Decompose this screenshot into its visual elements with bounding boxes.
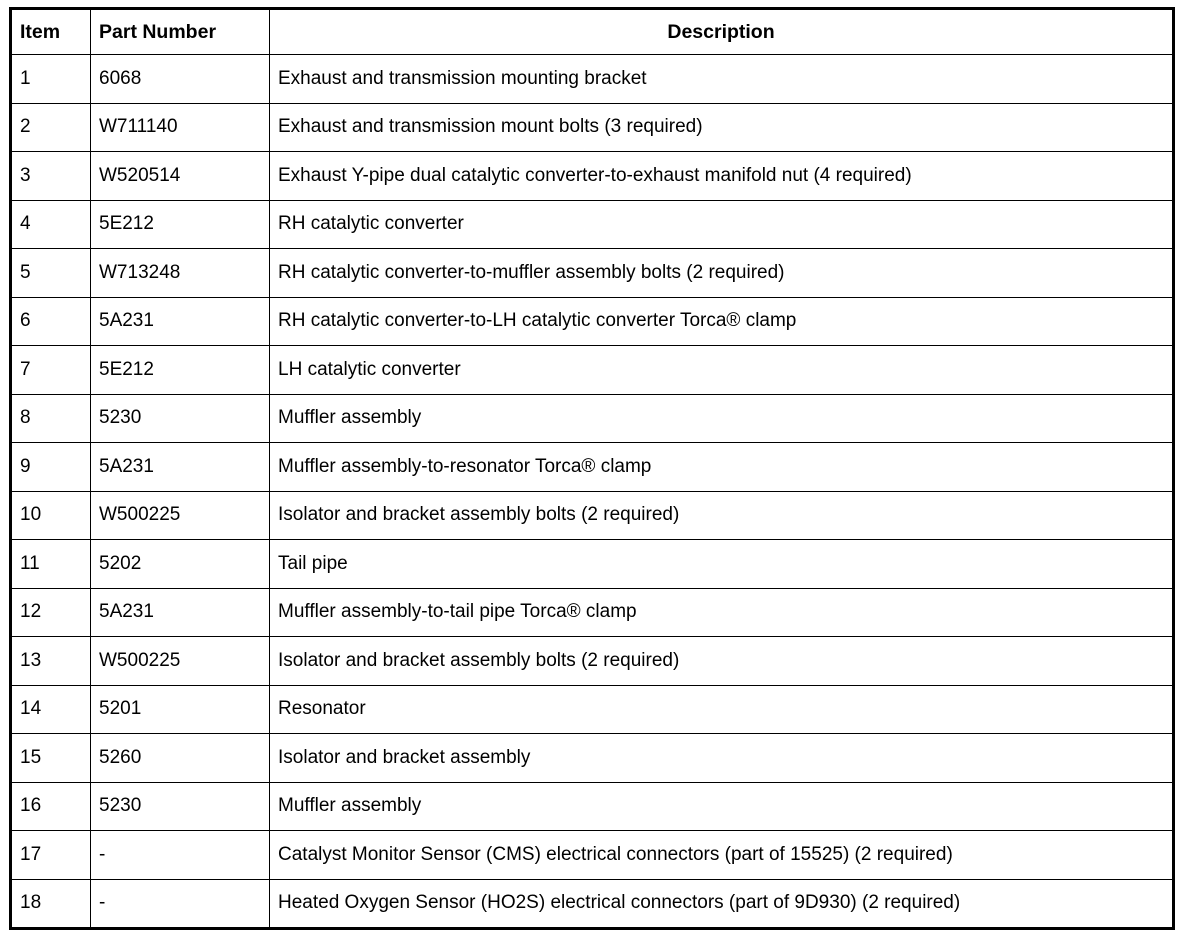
cell-part-number: W711140 [91,103,270,152]
cell-part-number: 5A231 [91,443,270,492]
table-row [11,831,1174,880]
table-row [11,588,1174,637]
cell-item: 15 [11,734,91,783]
cell-item: 13 [11,637,91,686]
cell-part-number: 6068 [91,55,270,104]
table-row [11,103,1174,152]
cell-item: 16 [11,782,91,831]
cell-description: RH catalytic converter-to-muffler assembly bolts (2 required) [270,249,1174,298]
table-row [11,200,1174,249]
cell-description: Exhaust and transmission mounting bracket [270,55,1174,104]
cell-description: Resonator [270,685,1174,734]
cell-part-number: 5260 [91,734,270,783]
cell-item: 3 [11,152,91,201]
cell-description: Exhaust and transmission mount bolts (3 required) [270,103,1174,152]
column-header-description: Description [270,9,1174,55]
cell-item: 18 [11,879,91,929]
table-header-row [11,9,1174,55]
table-row [11,297,1174,346]
cell-description: Muffler assembly-to-resonator Torca® clamp [270,443,1174,492]
cell-item: 7 [11,346,91,395]
table-row [11,685,1174,734]
table-body [11,55,1174,929]
cell-part-number: - [91,879,270,929]
cell-description: Exhaust Y-pipe dual catalytic converter-to-exhaust manifold nut (4 required) [270,152,1174,201]
cell-part-number: 5A231 [91,297,270,346]
cell-item: 11 [11,540,91,589]
cell-item: 9 [11,443,91,492]
cell-item: 2 [11,103,91,152]
parts-table [9,7,1175,930]
cell-item: 12 [11,588,91,637]
cell-item: 14 [11,685,91,734]
cell-description: LH catalytic converter [270,346,1174,395]
cell-description: Isolator and bracket assembly bolts (2 required) [270,491,1174,540]
table-header [11,9,1174,55]
cell-item: 8 [11,394,91,443]
cell-part-number: 5201 [91,685,270,734]
cell-part-number: 5230 [91,394,270,443]
table-row [11,879,1174,929]
table-row [11,249,1174,298]
cell-item: 5 [11,249,91,298]
cell-description: Isolator and bracket assembly bolts (2 required) [270,637,1174,686]
table-row [11,637,1174,686]
cell-part-number: 5E212 [91,200,270,249]
cell-part-number: W713248 [91,249,270,298]
cell-part-number: W520514 [91,152,270,201]
cell-part-number: - [91,831,270,880]
table-row [11,55,1174,104]
cell-description: RH catalytic converter-to-LH catalytic converter Torca® clamp [270,297,1174,346]
table-row [11,443,1174,492]
table-row [11,734,1174,783]
cell-description: RH catalytic converter [270,200,1174,249]
cell-part-number: 5202 [91,540,270,589]
cell-item: 10 [11,491,91,540]
cell-description: Catalyst Monitor Sensor (CMS) electrical connectors (part of 15525) (2 required) [270,831,1174,880]
cell-description: Heated Oxygen Sensor (HO2S) electrical connectors (part of 9D930) (2 required) [270,879,1174,929]
cell-part-number: 5230 [91,782,270,831]
cell-description: Muffler assembly-to-tail pipe Torca® clamp [270,588,1174,637]
cell-item: 1 [11,55,91,104]
cell-item: 17 [11,831,91,880]
column-header-part-number: Part Number [91,9,270,55]
cell-part-number: W500225 [91,491,270,540]
cell-item: 6 [11,297,91,346]
cell-item: 4 [11,200,91,249]
table-row [11,782,1174,831]
table-row [11,152,1174,201]
cell-part-number: 5A231 [91,588,270,637]
cell-description: Muffler assembly [270,782,1174,831]
cell-description: Tail pipe [270,540,1174,589]
table-row [11,394,1174,443]
table-row [11,491,1174,540]
column-header-item: Item [11,9,91,55]
table-row [11,540,1174,589]
table-row [11,346,1174,395]
cell-part-number: 5E212 [91,346,270,395]
cell-description: Isolator and bracket assembly [270,734,1174,783]
cell-description: Muffler assembly [270,394,1174,443]
cell-part-number: W500225 [91,637,270,686]
